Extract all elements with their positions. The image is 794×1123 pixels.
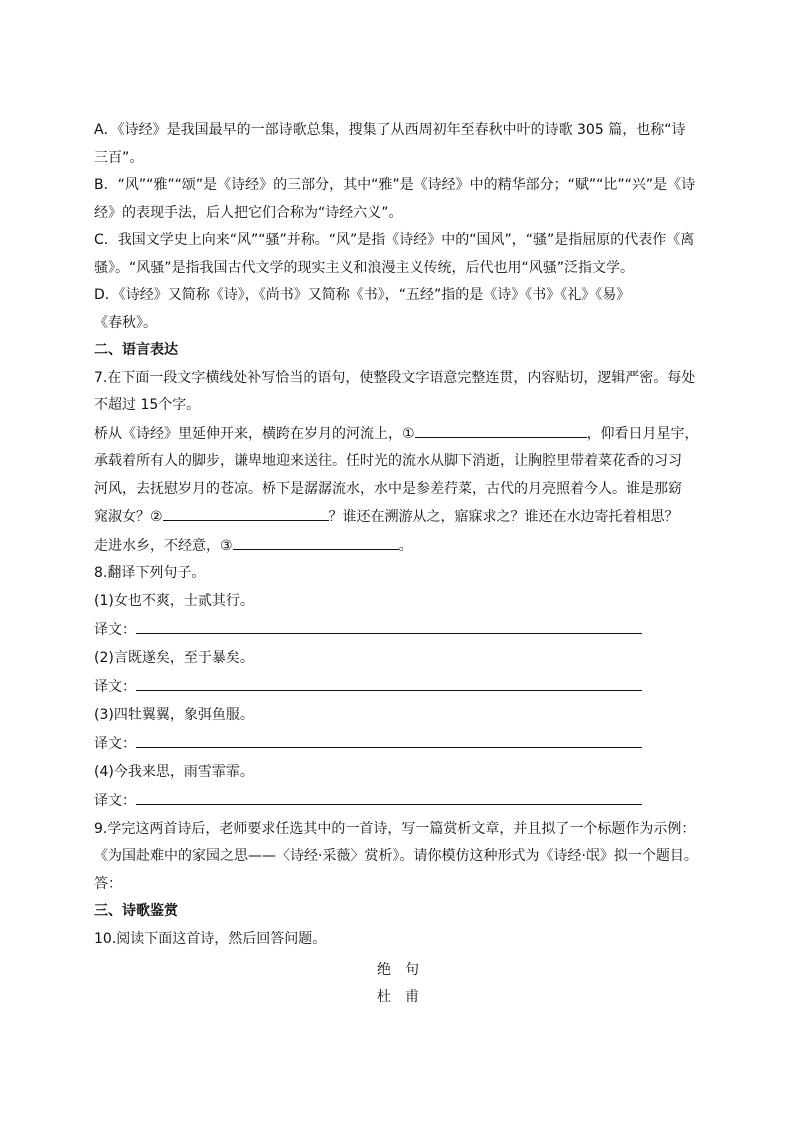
passage-text: ，仰看日月星宇， bbox=[586, 425, 699, 442]
translation-label: 译文： bbox=[94, 736, 136, 752]
section-heading-poetry: 三、诗歌鉴赏 bbox=[94, 903, 178, 919]
translation-row-3 bbox=[94, 729, 714, 759]
passage-text: 承载着所有人的脚步，谦卑地迎来送往。任时光的流水从脚下消逝，让胸腔里带着菜花香的习习 bbox=[94, 453, 682, 469]
sentence-2: (2)言既遂矣，至于暴矣。 bbox=[94, 649, 254, 666]
option-c-line-1: C．我国文学史上向来“风”“骚”并称。“风”是指《诗经》中的“国风”，“骚”是指屈原的代表作《离 bbox=[94, 232, 695, 248]
sentence-4: (4)今我来思，雨雪霏霏。 bbox=[94, 763, 254, 780]
translation-row-4 bbox=[94, 786, 714, 816]
blank-marker-1: ① bbox=[402, 425, 415, 442]
question-9-line-2: 《为国赴难中的家园之思——〈诗经·采薇〉赏析》。请你模仿这种形式为《诗经·氓》拟一个题目。 bbox=[94, 848, 698, 864]
answer-label: 答： bbox=[94, 875, 122, 892]
poem-author: 杜甫 bbox=[377, 989, 433, 1005]
option-b bbox=[94, 172, 714, 227]
translation-answer-line-3[interactable] bbox=[136, 729, 642, 748]
option-d-line-1: D．《诗经》又简称《诗》，《尚书》又简称《书》，“五经”指的是《诗》《书》《礼》《易》 bbox=[94, 287, 631, 303]
option-d bbox=[94, 282, 714, 337]
page-content bbox=[94, 117, 714, 1011]
option-b-line-2: 经》的表现手法，后人把它们合称为“诗经六义”。 bbox=[94, 204, 403, 221]
blank-marker-3: ③ bbox=[220, 537, 233, 554]
passage-text: 桥从《诗经》里延伸开来，横跨在岁月的河流上， bbox=[94, 425, 402, 442]
question-9-line-1: 9.学完这两首诗后，老师要求任选其中的一首诗，写一篇赏析文章，并且拟了一个标题作为示例： bbox=[94, 820, 696, 837]
option-a-line-1: A．《诗经》是我国最早的一部诗歌总集，搜集了从西周初年至春秋中叶的诗歌 305 篇，也称“诗 bbox=[94, 122, 686, 138]
sentence-1: (1)女也不爽，士贰其行。 bbox=[94, 592, 254, 609]
question-7-passage bbox=[94, 420, 714, 561]
translation-answer-line-4[interactable] bbox=[136, 786, 642, 805]
option-d-line-2: 《春秋》。 bbox=[94, 314, 157, 331]
question-8-prompt: 8.翻译下列句子。 bbox=[94, 565, 206, 581]
poem-title: 绝句 bbox=[377, 962, 433, 978]
translation-row-2 bbox=[94, 672, 714, 702]
question-9-prompt bbox=[94, 816, 714, 871]
passage-text: 。 bbox=[398, 537, 413, 554]
translation-row-1 bbox=[94, 615, 714, 645]
option-b-line-1: B．“风”“雅”“颂”是《诗经》的三部分，其中“雅”是《诗经》中的精华部分；“赋”“比”“兴”是《诗 bbox=[94, 177, 696, 193]
passage-text: 窕淑女？ bbox=[94, 509, 150, 525]
option-c bbox=[94, 227, 714, 282]
fill-blank-3[interactable] bbox=[233, 532, 399, 550]
section-heading-language: 二、语言表达 bbox=[94, 342, 178, 358]
passage-text: 河风，去抚慰岁月的苍凉。桥下是潺潺流水，水中是参差荇菜，古代的月亮照着今人。谁是那窈 bbox=[94, 480, 682, 497]
translation-answer-line-2[interactable] bbox=[136, 672, 642, 691]
passage-text: ？谁还在溯游从之，寤寐求之？谁还在水边寄托着相思？ bbox=[328, 509, 679, 525]
question-7-line-1: 7.在下面一段文字横线处补写恰当的语句，使整段文字语意完整连贯，内容贴切，逻辑严密。每处 bbox=[94, 369, 696, 386]
option-a-line-2: 三百”。 bbox=[94, 149, 144, 166]
passage-text: 走进水乡，不经意， bbox=[94, 537, 220, 554]
option-c-line-2: 骚》。“风骚”是指我国古代文学的现实主义和浪漫主义传统，后代也用“风骚”泛指文学。 bbox=[94, 259, 635, 276]
fill-blank-2[interactable] bbox=[163, 503, 329, 521]
option-a bbox=[94, 117, 714, 172]
question-7-prompt bbox=[94, 365, 714, 420]
blank-marker-2: ② bbox=[150, 509, 163, 525]
translation-label: 译文： bbox=[94, 793, 136, 809]
translation-label: 译文： bbox=[94, 622, 136, 638]
question-7-line-2: 不超过 15个字。 bbox=[94, 397, 201, 413]
translation-label: 译文： bbox=[94, 679, 136, 695]
translation-answer-line-1[interactable] bbox=[136, 615, 642, 634]
fill-blank-1[interactable] bbox=[415, 420, 587, 438]
sentence-3: (3)四牡翼翼，象弭鱼服。 bbox=[94, 706, 254, 723]
question-10-prompt: 10.阅读下面这首诗，然后回答问题。 bbox=[94, 930, 327, 947]
